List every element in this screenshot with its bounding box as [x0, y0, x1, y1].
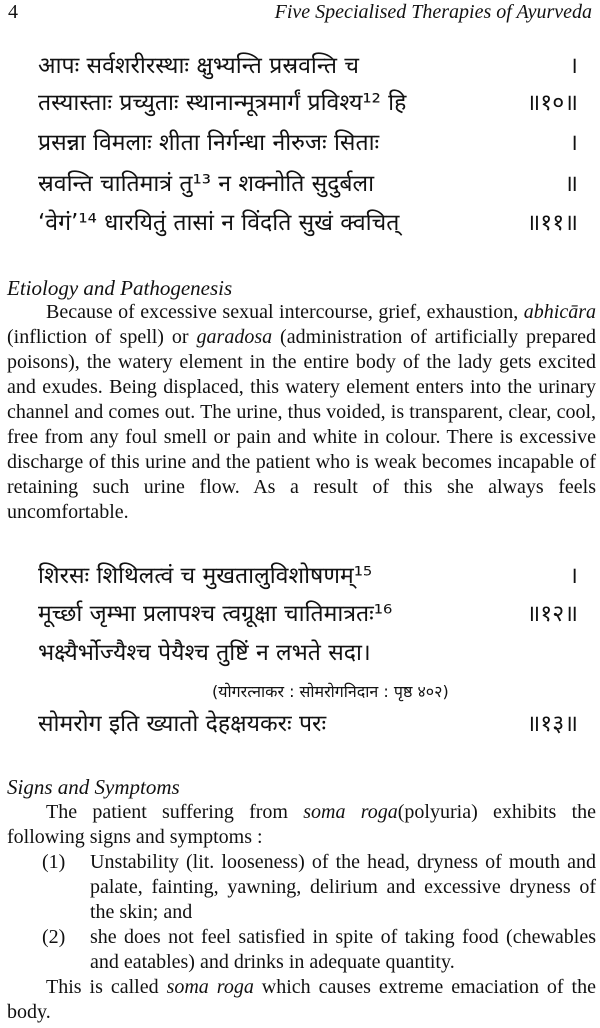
verse-text: स्रवन्ति चातिमात्रं तु¹³ न शक्नोति सुदुर्बला [38, 171, 375, 197]
verse-text: तस्यास्ताः प्रच्युताः स्थानान्मूत्रमार्गं प्रविश्य¹² हि [38, 90, 407, 116]
list-number: (1) [42, 851, 66, 873]
verse-mark: ॥१०॥ [526, 90, 578, 116]
text-run: (polyuria) exhibits the following signs and symptoms : [7, 801, 596, 848]
verse-text: आपः सर्वशरीरस्थाः क्षुभ्यन्ति प्रस्रवन्ति च [38, 53, 359, 79]
verse-text: मूर्च्छा जृम्भा प्रलापश्च त्वग्रूक्षा चातिमात्रतः¹⁶ [38, 601, 393, 627]
verse-text: सोमरोग इति ख्यातो देहक्षयकरः परः [38, 711, 327, 737]
verse-mark: ॥१२॥ [526, 601, 578, 627]
list-item [7, 850, 596, 925]
signs-intro-paragraph [7, 800, 596, 850]
source-reference: (योगरत्नाकर : सोमरोगनिदान : पृष्ठ ४०२) [212, 682, 449, 701]
term-soma-roga: soma roga [303, 801, 398, 823]
list-text: Unstability (lit. looseness) of the head, dryness of mouth and palate, fainting, yawning, delirium and excessive dryness of the skin; and [90, 851, 596, 923]
text-run: (infliction of spell) or [7, 326, 197, 348]
list-item [7, 925, 596, 975]
text-run: This is called [46, 976, 167, 998]
text-run: Because of excessive sexual intercourse, grief, exhaustion, [46, 301, 524, 323]
closing-paragraph [7, 975, 596, 1025]
verse-mark: । [569, 563, 578, 589]
etiology-paragraph [7, 300, 596, 525]
verse-mark: । [569, 53, 578, 79]
symptom-list [7, 850, 596, 975]
running-header [8, 0, 592, 24]
term-soma-roga: soma roga [166, 976, 254, 998]
verse-text: शिरसः शिथिलत्वं च मुखतालुविशोषणम्¹⁵ [38, 563, 373, 589]
list-text: she does not feel satisfied in spite of taking food (chewables and eatables) and drinks in adequate quantity. [90, 926, 596, 973]
verse-mark: ॥१३॥ [526, 711, 578, 737]
text-run: (administration of artificially prepared poisons), the watery element in the entire body of the lady gets excited and exudes. Being displaced, this watery element enters into the urinary channel and comes out. The urine, thus voided, is transparent, clear, cool, free from any foul smell or pain and white in colour. There is excessive discharge of this urine and the patient who is weak becomes incapable of retaining such urine flow. As a result of this she always feels uncomfortable. [7, 326, 596, 523]
term-abhicara: abhicāra [523, 301, 596, 323]
text-run: The patient suffering from [46, 801, 304, 823]
page-number: 4 [8, 1, 18, 23]
section-heading-etiology: Etiology and Pathogenesis [7, 276, 233, 300]
verse-text: प्रसन्ना विमलाः शीता निर्गन्धा नीरुजः सिताः [38, 130, 380, 156]
text-run: which causes extreme emaciation of the body. [7, 976, 596, 1023]
book-title: Five Specialised Therapies of Ayurveda [274, 1, 592, 23]
verse-text: भक्ष्यैर्भोज्यैश्च पेयैश्च तुष्टिं न लभते सदा। [38, 640, 371, 666]
list-number: (2) [42, 926, 66, 948]
verse-text: ‘वेगं’¹⁴ धारयितुं तासां न विंदति सुखं क्वचित् [38, 210, 400, 236]
verse-mark: ॥११॥ [526, 210, 578, 236]
verse-mark: ॥ [564, 171, 578, 197]
verse-mark: । [569, 130, 578, 156]
section-heading-signs: Signs and Symptoms [7, 775, 180, 799]
term-garadosa: garadosa [196, 326, 273, 348]
